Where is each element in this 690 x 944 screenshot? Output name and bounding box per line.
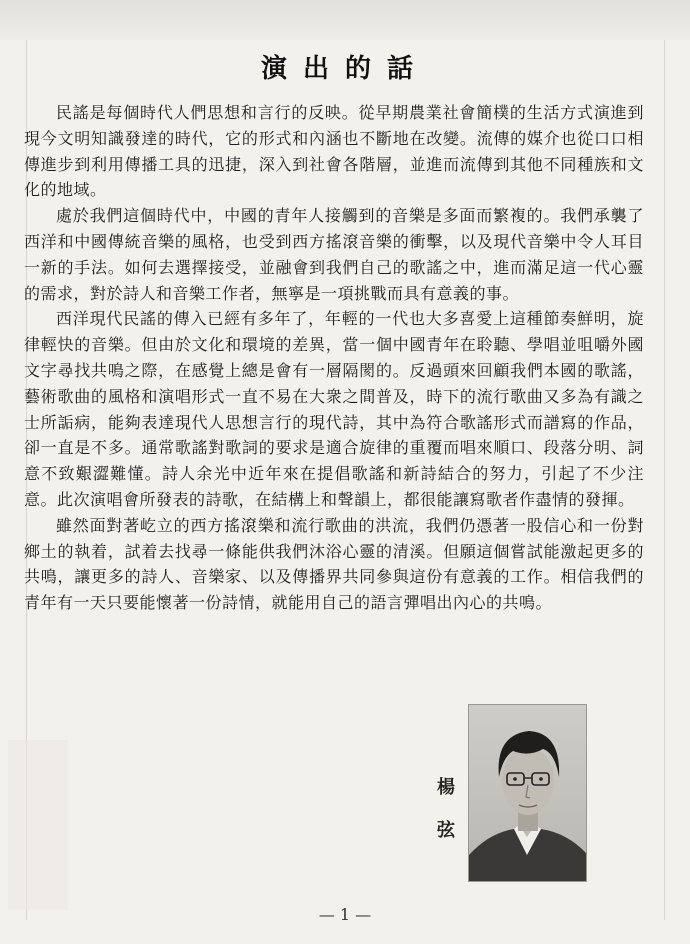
article-body: [24, 100, 644, 616]
page-number: — 1 —: [318, 905, 372, 924]
paragraph-1: 民謠是每個時代人們思想和言行的反映。從早期農業社會簡樸的生活方式演進到現今文明知識發達的時代，它的形式和內涵也不斷地在改變。流傳的媒介也從口口相傳進步到利用傳播工具的迅捷，深入到社會各階層，並進而流傳到其他不同種族和文化的地域。: [24, 103, 644, 200]
bleed-through-shadow: [8, 740, 68, 910]
top-bleed-band: [0, 0, 690, 40]
paragraph-3: 西洋現代民謠的傳入已經有多年了，年輕的一代也大多喜愛上這種節奏鮮明，旋律輕快的音樂。但由於文化和環境的差異，當一個中國青年在聆聽、學唱並咀嚼外國文字尋找共鳴之際，在感覺上總是會有一層隔閡的。反過頭來回顧我們本國的歌謠，藝術歌曲的風格和演唱形式一直不易在大衆之間普及，時下的流行歌曲又多為有識之士所詬病，能夠表達現代人思想言行的現代詩，其中為符合歌謠形式而譜寫的作品，卻一直是不多。通常歌謠對歌詞的要求是適合旋律的重覆而唱來順口、段落分明、詞意不致艱澀難懂。詩人余光中近年來在提倡歌謠和新詩結合的努力，引起了不少注意。此次演唱會所發表的詩歌，在結構上和聲韻上，都很能讓寫歌者作盡情的發揮。: [24, 309, 644, 509]
paragraph-2: 處於我們這個時代中，中國的青年人接觸到的音樂是多面而繁複的。我們承襲了西洋和中國傳統音樂的風格，也受到西方搖滾音樂的衝擊，以及現代音樂中令人耳目一新的手法。如何去選擇接受，並融會到我們自己的歌謠之中，進而滿足這一代心靈的需求，對於詩人和音樂工作者，無寧是一項挑戰而具有意義的事。: [24, 206, 644, 303]
author-portrait-photo: [468, 704, 587, 882]
right-border-line: [664, 40, 665, 920]
author-signature-given-name: 弦: [437, 820, 455, 841]
page-title: 演出的話: [260, 54, 429, 84]
author-signature-surname: 楊: [437, 777, 455, 798]
portrait-illustration: [469, 705, 586, 881]
paragraph-4: 雖然面對著屹立的西方搖滾樂和流行歌曲的洪流，我們仍憑著一股信心和一份對鄉土的執着，試着去找尋一條能供我們沐浴心靈的清溪。但願這個嘗試能激起更多的共鳴，讓更多的詩人、音樂家、以及傳播界共同參與這份有意義的工作。相信我們的青年有一天只要能懷著一份詩情，就能用自己的語言彈唱出內心的共鳴。: [24, 515, 644, 613]
